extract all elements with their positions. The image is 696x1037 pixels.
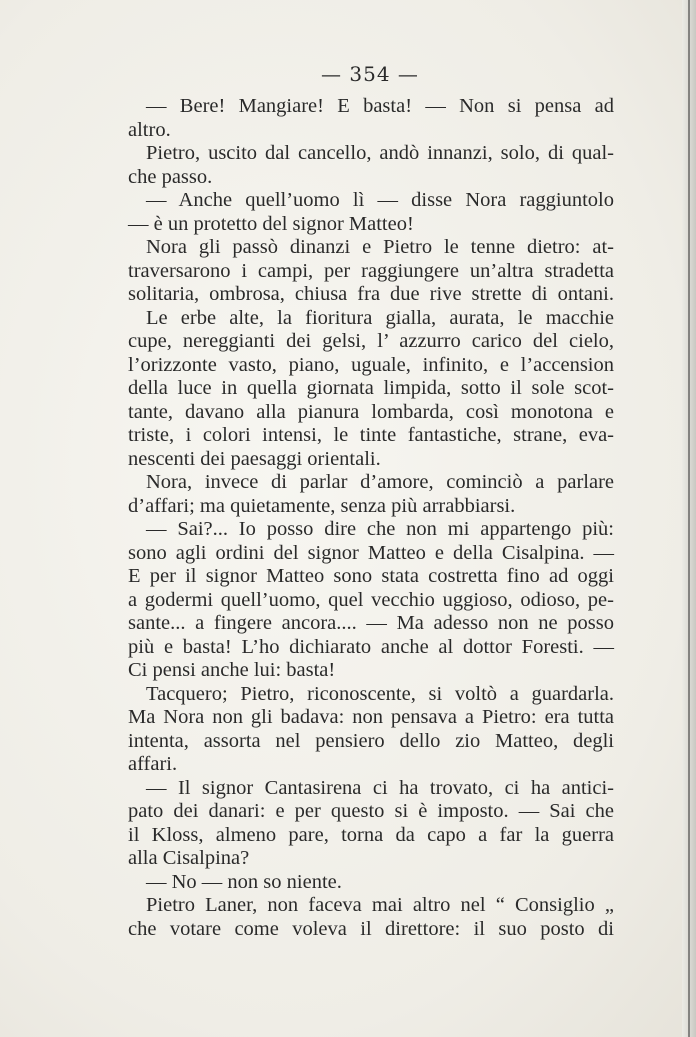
text-line: che passo. [128, 165, 213, 188]
text-line: Tacquero; Pietro, riconoscente, si voltò a guardarla. [146, 682, 614, 705]
text-line: d’affari; ma quietamente, senza più arrabbiarsi. [128, 494, 516, 517]
text-line: alla Cisalpina? [128, 847, 250, 869]
text-line: — Il signor Cantasirena ci ha trovato, ci ha antici- [146, 776, 614, 799]
text-line: cupe, nereggianti dei gelsi, l’ azzurro carico del cielo, [128, 330, 614, 352]
text-line: Ci pensi anche lui: basta! [128, 659, 336, 681]
text-line: Ma Nora non gli badava: non pensava a Pietro: era tutta [128, 706, 614, 728]
text-line: a godermi quell’uomo, quel vecchio uggioso, odioso, pe- [128, 588, 614, 611]
text-line: che votare come voleva il direttore: il suo posto di [128, 917, 614, 940]
text-line: solitaria, ombrosa, chiusa fra due rive strette di ontani. [128, 283, 614, 305]
text-line: E per il signor Matteo sono stata costretta fino ad oggi [128, 565, 614, 587]
text-line: — Bere! Mangiare! E basta! — Non si pensa ad [146, 95, 614, 117]
text-line: sante... a fingere ancora.... — Ma adesso non ne posso [128, 612, 614, 634]
text-line: intenta, assorta nel pensiero dello zio Matteo, degli [128, 729, 614, 752]
text-line: Pietro, uscito dal cancello, andò innanzi, solo, di qual- [146, 142, 614, 164]
text-line: nescenti dei paesaggi orientali. [128, 447, 381, 470]
text-line: — Anche quell’uomo lì — disse Nora raggiuntolo [146, 189, 614, 211]
text-line: l’orizzonte vasto, piano, uguale, infinito, e l’accension [128, 353, 614, 376]
text-line: della luce in quella giornata limpida, sotto il sole scot- [128, 377, 614, 399]
text-line: affari. [128, 753, 178, 775]
text-line: tante, davano alla pianura lombarda, così monotona e [128, 400, 614, 423]
binding-line [688, 0, 690, 1037]
text-line: sono agli ordini del signor Matteo e della Cisalpina. — [128, 541, 614, 564]
text-line: traversarono i campi, per raggiungere un’altra stradetta [128, 259, 614, 282]
text-line: — Sai?... Io posso dire che non mi appartengo più: [146, 518, 614, 540]
text-line: pato dei danari: e per questo si è imposto. — Sai che [128, 800, 614, 822]
text-line: altro. [128, 118, 171, 141]
text-line: Nora, invece di parlar d’amore, cominciò a parlare [146, 471, 614, 493]
text-line: triste, i colori intensi, le tinte fantastiche, strane, eva- [128, 424, 614, 446]
text-line: Pietro Laner, non faceva mai altro nel “ Consiglio „ [146, 894, 614, 916]
text-line: Le erbe alte, la fioritura gialla, aurata, le macchie [146, 306, 614, 329]
text-line: Nora gli passò dinanzi e Pietro le tenne dietro: at- [146, 236, 614, 258]
body-text [128, 95, 614, 941]
text-line: più e basta! L’ho dichiarato anche al dottor Foresti. — [128, 635, 614, 658]
text-line: — è un protetto del signor Matteo! [128, 212, 414, 235]
text-line: il Kloss, almeno pare, torna da capo a far la guerra [128, 823, 614, 846]
page-number: — 354 — [321, 62, 419, 86]
text-line: — No — non so niente. [146, 870, 342, 893]
